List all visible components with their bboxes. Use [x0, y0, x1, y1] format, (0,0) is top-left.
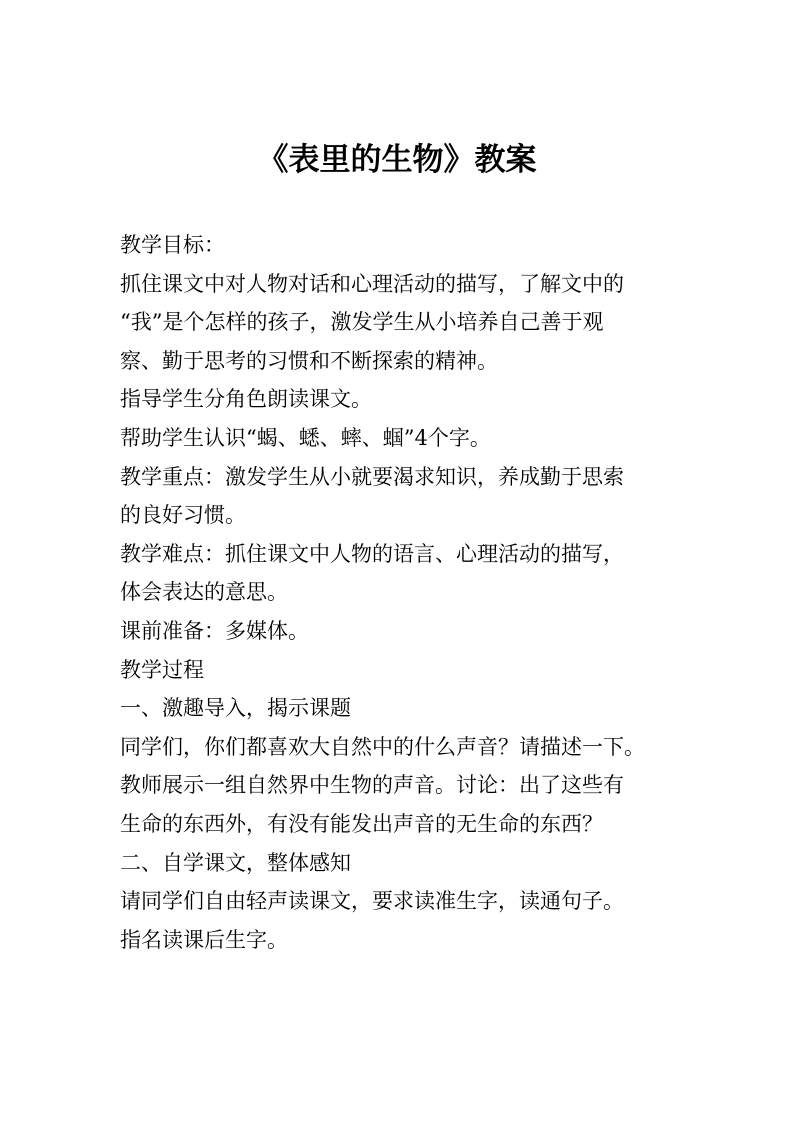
text-line: 二、自学课文，整体感知: [120, 850, 351, 875]
text-line: 抓住课文中对人物对话和心理活动的描写，了解文中的: [120, 271, 624, 296]
text-line: 体会表达的意思。: [120, 580, 288, 605]
text-line: 帮助学生认识“蝎、蟋、蟀、蝈”4个字。: [120, 425, 491, 450]
text-line: 的良好习惯。: [120, 503, 246, 528]
text-line: 一、激趣导入，揭示课题: [120, 696, 351, 721]
text-line: 教学难点：抓住课文中人物的语言、心理活动的描写，: [120, 541, 624, 566]
text-line: 指导学生分角色朗读课文。: [120, 387, 372, 412]
text-line: 教学重点：激发学生从小就要渴求知识，养成勤于思索: [120, 464, 624, 489]
text-line: 指名读课后生字。: [120, 927, 288, 952]
document-body: [120, 226, 680, 959]
text-line: 课前准备：多媒体。: [120, 618, 309, 643]
text-line: 教学过程: [120, 657, 204, 682]
text-line: 教师展示一组自然界中生物的声音。讨论：出了这些有: [120, 773, 624, 798]
text-line: 同学们，你们都喜欢大自然中的什么声音？请描述一下。: [120, 734, 645, 759]
text-line: 教学目标：: [120, 233, 225, 257]
text-line: 察、勤于思考的习惯和不断探索的精神。: [120, 348, 498, 373]
text-line: 请同学们自由轻声读课文，要求读准生字，读通句子。: [120, 889, 624, 914]
text-line: “我”是个怎样的孩子，激发学生从小培养自己善于观: [120, 310, 604, 335]
text-line: 生命的东西外，有没有能发出声音的无生命的东西？: [120, 811, 603, 836]
document-title: 《表里的生物》教案: [257, 142, 537, 178]
